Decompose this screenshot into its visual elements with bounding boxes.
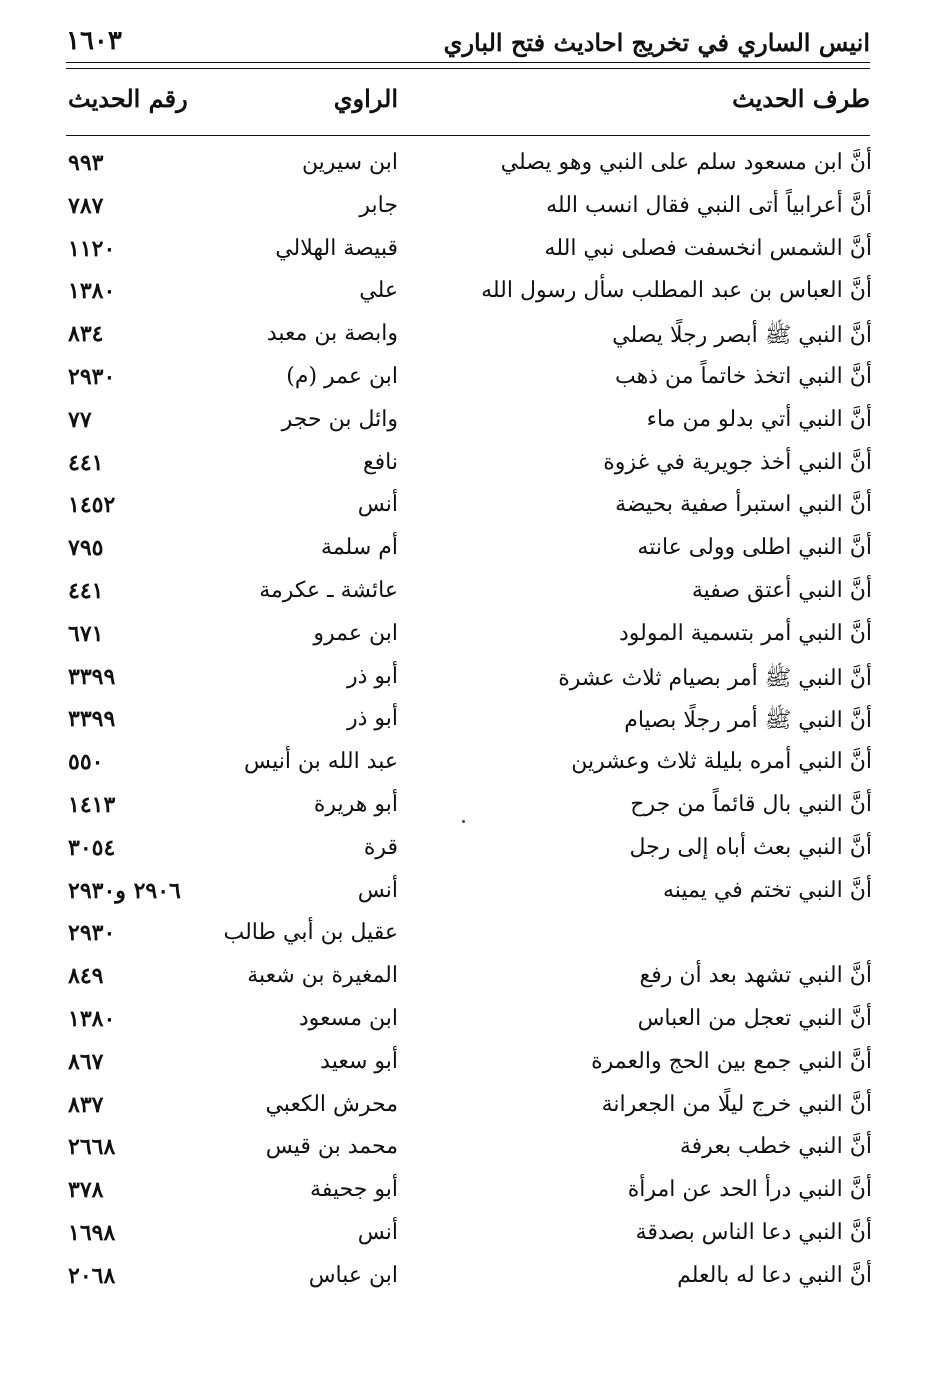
index-table <box>0 146 942 1302</box>
narrator-cell: ابن عمر (م) <box>286 363 398 389</box>
hadith-cell: أنَّ النبي جمع بين الحج والعمرة <box>591 1048 872 1074</box>
hadith-number-cell: ٩٩٣ <box>68 150 104 176</box>
narrator-cell: وابصة بن معبد <box>266 321 398 347</box>
hadith-number-cell: ٣٧٨ <box>68 1177 104 1204</box>
hadith-number-cell: ٨٣٧ <box>68 1091 104 1118</box>
hadith-cell: أنَّ النبي أعتق صفية <box>691 577 872 603</box>
table-row <box>0 660 942 703</box>
table-row <box>0 531 942 574</box>
hadith-cell: أنَّ النبي تختم في يمينه <box>662 877 872 903</box>
table-row <box>0 574 942 617</box>
table-row <box>0 1259 942 1302</box>
hadith-number-cell: ١٣٨٠ <box>68 1005 116 1032</box>
hadith-cell: أنَّ النبي أمر بتسمية المولود <box>618 620 872 646</box>
table-row <box>0 1130 942 1173</box>
hadith-number-cell: ١٤١٣ <box>68 791 116 818</box>
hadith-cell: أنَّ النبي أتي بدلو من ماء <box>646 406 872 432</box>
table-row <box>0 1002 942 1045</box>
narrator-cell: ابن عمرو <box>313 620 398 646</box>
table-row <box>0 788 942 831</box>
header-rule-bottom <box>66 68 870 69</box>
hadith-number-cell: ١٦٩٨ <box>68 1219 116 1246</box>
hadith-cell: أنَّ النبي تشهد بعد أن رفع <box>639 963 872 989</box>
narrator-cell: محرش الكعبي <box>265 1091 398 1117</box>
narrator-cell: أنس <box>357 1219 398 1245</box>
narrator-cell: وائل بن حجر <box>281 406 398 432</box>
table-row <box>0 617 942 660</box>
table-row <box>0 874 942 917</box>
hadith-cell: أنَّ النبي اتخذ خاتماً من ذهب <box>614 363 872 389</box>
hadith-cell: أنَّ النبي بال قائماً من جرح <box>630 791 872 817</box>
table-row <box>0 1045 942 1088</box>
table-row <box>0 916 942 959</box>
narrator-cell: ابن عباس <box>308 1262 398 1288</box>
hadith-cell: أنَّ النبي اطلى وولى عانته <box>637 535 872 561</box>
hadith-number-cell: ٣٠٥٤ <box>68 834 116 861</box>
table-row <box>0 745 942 788</box>
hadith-number-cell: ٢٩٣٠ <box>68 920 116 947</box>
narrator-cell: عائشة ـ عكرمة <box>259 577 398 603</box>
column-header-number: رقم الحديث <box>68 84 188 113</box>
hadith-number-cell: ٢٠٦٨ <box>68 1262 116 1289</box>
narrator-cell: أبو هريرة <box>313 791 398 817</box>
table-row <box>0 403 942 446</box>
header-rule-top <box>66 62 870 63</box>
narrator-cell: المغيرة بن شعبة <box>247 963 398 989</box>
table-row <box>0 1216 942 1259</box>
page-header <box>66 22 870 62</box>
narrator-cell: أبو جحيفة <box>310 1177 398 1203</box>
narrator-cell: ابن سيرين <box>301 150 398 175</box>
hadith-cell: أنَّ النبي دعا له بالعلم <box>677 1262 872 1288</box>
hadith-cell: أنَّ النبي خطب بعرفة <box>679 1134 872 1160</box>
column-header-narrator: الراوي <box>333 84 398 113</box>
hadith-number-cell: ٢٦٦٨ <box>68 1134 116 1161</box>
narrator-cell: محمد بن قيس <box>265 1134 398 1160</box>
print-speck <box>462 820 465 823</box>
hadith-cell: أنَّ النبي أمره بليلة ثلاث وعشرين <box>571 749 872 775</box>
hadith-number-cell: ٧٩٥ <box>68 535 104 562</box>
column-header-rule <box>66 135 870 136</box>
narrator-cell: قرة <box>363 834 398 860</box>
hadith-number-cell: ٤٤١ <box>68 577 104 604</box>
hadith-number-cell: ١٣٨٠ <box>68 278 116 305</box>
hadith-cell: أنَّ النبي أخذ جويرية في غزوة <box>603 449 872 475</box>
hadith-number-cell: ٨٣٤ <box>68 321 104 348</box>
table-row <box>0 959 942 1002</box>
table-row <box>0 274 942 317</box>
table-row <box>0 446 942 489</box>
table-row <box>0 831 942 874</box>
narrator-cell: ابن مسعود <box>298 1005 398 1031</box>
hadith-cell: أنَّ النبي ﷺ أمر رجلًا بصيام <box>624 708 872 734</box>
hadith-cell: أنَّ أعرابياً أتى النبي فقال انسب الله <box>546 192 872 218</box>
narrator-cell: أم سلمة <box>321 535 398 561</box>
hadith-number-cell: ٨٦٧ <box>68 1048 104 1075</box>
hadith-number-cell: ٣٣٩٩ <box>68 706 116 733</box>
narrator-cell: أنس <box>357 492 398 518</box>
table-row <box>0 232 942 275</box>
table-row <box>0 702 942 745</box>
running-title: انيس الساري في تخريج احاديث فتح الباري <box>443 28 870 57</box>
hadith-number-cell: ٤٤١ <box>68 449 104 476</box>
hadith-cell: أنَّ ابن مسعود سلم على النبي وهو يصلي <box>500 150 872 175</box>
hadith-cell: أنَّ الشمس انخسفت فصلى نبي الله <box>544 235 872 261</box>
hadith-cell: أنَّ النبي ﷺ أمر بصيام ثلاث عشرة <box>558 665 872 691</box>
narrator-cell: أبو ذر <box>346 663 398 689</box>
narrator-cell: أنس <box>357 877 398 903</box>
table-row <box>0 1088 942 1131</box>
hadith-cell: أنَّ النبي دعا الناس بصدقة <box>635 1219 872 1245</box>
hadith-number-cell: ٣٣٩٩ <box>68 663 116 690</box>
narrator-cell: أبو ذر <box>346 706 398 732</box>
hadith-number-cell: ١١٢٠ <box>68 235 116 262</box>
table-row <box>0 146 942 189</box>
table-row <box>0 317 942 360</box>
narrator-cell: قبيصة الهلالي <box>275 235 398 261</box>
table-row <box>0 360 942 403</box>
hadith-cell: أنَّ النبي تعجل من العباس <box>637 1005 872 1031</box>
hadith-number-cell: ٥٥٠ <box>68 749 104 776</box>
hadith-cell: أنَّ النبي استبرأ صفية بحيضة <box>615 492 872 518</box>
column-header-hadith: طرف الحديث <box>732 84 870 113</box>
narrator-cell: علي <box>359 278 398 304</box>
table-row <box>0 189 942 232</box>
hadith-number-cell: ٧٨٧ <box>68 192 104 219</box>
narrator-cell: جابر <box>359 192 398 218</box>
table-row <box>0 1173 942 1216</box>
hadith-number-cell: ١٤٥٢ <box>68 492 116 519</box>
hadith-number-cell: ٨٤٩ <box>68 963 104 990</box>
narrator-cell: عقيل بن أبي طالب <box>223 920 398 946</box>
hadith-number-cell: ٧٧ <box>68 406 92 433</box>
hadith-number-cell: ٦٧١ <box>68 620 104 647</box>
hadith-cell: أنَّ النبي ﷺ أبصر رجلًا يصلي <box>612 323 872 349</box>
narrator-cell: أبو سعيد <box>320 1048 398 1074</box>
hadith-cell: أنَّ العباس بن عبد المطلب سأل رسول الله <box>481 278 872 304</box>
hadith-cell: أنَّ النبي خرج ليلًا من الجعرانة <box>601 1091 872 1117</box>
hadith-number-cell: ٢٩٠٦ و٢٩٣٠ <box>68 877 181 904</box>
hadith-cell: أنَّ النبي بعث أباه إلى رجل <box>629 834 872 860</box>
narrator-cell: نافع <box>362 449 398 475</box>
narrator-cell: عبد الله بن أنيس <box>244 749 398 775</box>
page-number: ١٦٠٣ <box>66 26 122 56</box>
hadith-number-cell: ٢٩٣٠ <box>68 363 116 390</box>
hadith-cell: أنَّ النبي درأ الحد عن امرأة <box>627 1177 872 1203</box>
table-row <box>0 488 942 531</box>
